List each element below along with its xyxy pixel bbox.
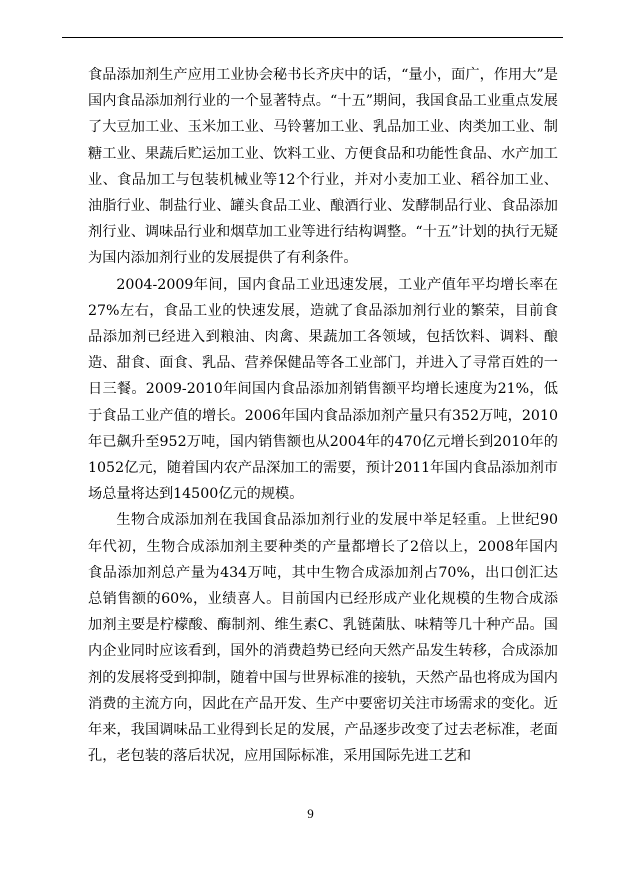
paragraph-1: 食品添加剂生产应用工业协会秘书长齐庆中的话，“量小，面广，作用大”是国内食品添加剂行业的一个显著特点。“十五”期间，我国食品工业重点发展了大豆加工业、玉米加工业、马铃薯加工业、乳品加工业、肉类加工业、制糖工业、果蔬后贮运加工业、饮料工业、方便食品和功能性食品、水产加工业、食品加工与包装机械业等12个行业，并对小麦加工业、稻谷加工业、油脂行业、制盐行业、罐头食品工业、酿酒行业、发酵制品行业、食品添加剂行业、调味品行业和烟草加工业等进行结构调整。“十五”计划的执行无疑为国内添加剂行业的发展提供了有利条件。 [88,67,558,267]
header-rule [62,37,563,38]
paragraph-2: 2004-2009年间，国内食品工业迅速发展，工业产值年平均增长率在27%左右，食品工业的快速发展，造就了食品添加剂行业的繁荣，目前食品添加剂已经进入到粮油、肉禽、果蔬加工各领域，包括饮料、调料、酿造、甜食、面食、乳品、营养保健品等各工业部门，并进入了寻常百姓的一日三餐。2009-2010年间国内食品添加剂销售额平均增长速度为21%，低于食品工业产值的增长。2006年国内食品添加剂产量只有352万吨，2010年已飙升至952万吨，国内销售额也从2004年的470亿元增长到2010年的1052亿元，随着国内农产品深加工的需要，预计2011年国内食品添加剂市场总量将达到14500亿元的规模。 [88,276,558,503]
page-number: 9 [307,806,314,821]
paragraph-3: 生物合成添加剂在我国食品添加剂行业的发展中举足轻重。上世纪90年代初，生物合成添加剂主要种类的产量都增长了2倍以上，2008年国内食品添加剂总产量为434万吨，其中生物合成添加剂占70%，出口创汇达总销售额的60%，业绩喜人。目前国内已经形成产业化规模的生物合成添加剂主要是柠檬酸、酶制剂、维生素C、乳链菌肽、味精等几十种产品。国内企业同时应该看到，国外的消费趋势已经向天然产品发生转移，合成添加剂的发展将受到抑制，随着中国与世界标准的接轨，天然产品也将成为国内消费的主流方向，因此在产品开发、生产中要密切关注市场需求的变化。近年来，我国调味品工业得到长足的发展，产品逐步改变了过去老标准，老面孔，老包装的落后状况，应用国际标准，采用国际先进工艺和 [88,512,558,765]
body-text [88,62,558,769]
